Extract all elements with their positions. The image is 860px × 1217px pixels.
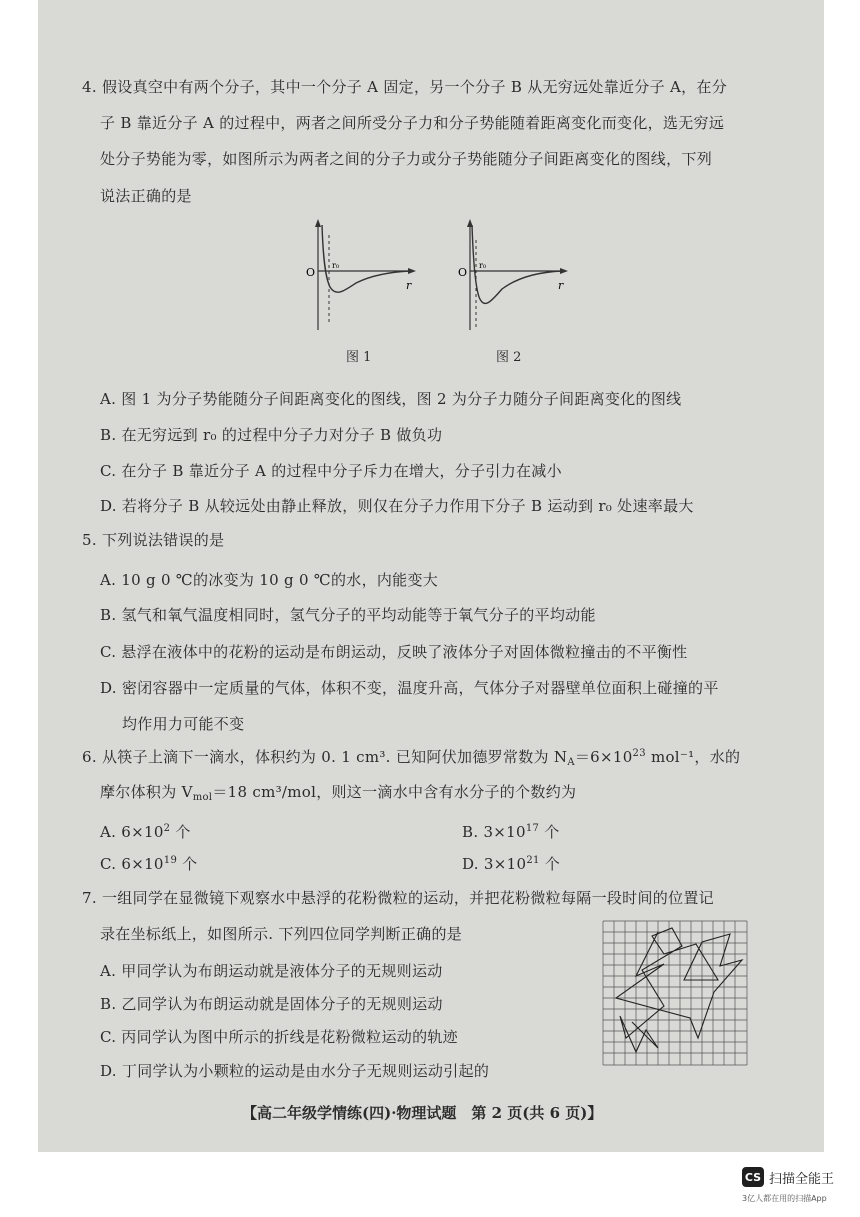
scanned-page: [38, 0, 824, 1152]
fig2-origin: O: [458, 266, 468, 279]
q6-option-b-unit: 个: [539, 823, 560, 841]
q7-stem-line2: 录在坐标纸上，如图所示. 下列四位同学判断正确的是: [100, 925, 463, 943]
q6-option-c-exponent: 19: [163, 855, 178, 866]
q7-option-b: B. 乙同学认为布朗运动就是固体分子的无规则运动: [100, 995, 443, 1013]
camscanner-logo-icon: CS: [742, 1167, 764, 1187]
q4-fig2-caption: 图 2: [496, 350, 522, 365]
scanner-brand: [742, 1167, 834, 1187]
q6-line1-text-a: 6. 从筷子上滴下一滴水，体积约为 0. 1 cm³. 已知阿伏加德罗常数为 N: [82, 748, 568, 766]
q6-line1-text-b: ＝6×10: [574, 748, 633, 766]
q6-line2-text-b: ＝18 cm³/mol，则这一滴水中含有水分子的个数约为: [212, 783, 577, 801]
q6-option-a-unit: 个: [170, 823, 191, 841]
q5-option-c: C. 悬浮在液体中的花粉的运动是布朗运动，反映了液体分子对固体微粒撞击的不平衡性: [100, 643, 688, 661]
pollen-trajectory-polyline: [616, 928, 742, 1052]
q6-option-d-exponent: 21: [526, 855, 540, 866]
brand-tagline: 3亿人都在用的扫描App: [742, 1194, 827, 1203]
q7-stem-line1: 7. 一组同学在显微镜下观察水中悬浮的花粉微粒的运动，并把花粉微粒每隔一段时间的位置记: [82, 889, 714, 907]
fig1-r-label: r: [406, 279, 412, 292]
q6-avogadro-subscript: A: [567, 757, 575, 768]
q6-avogadro-exponent: 23: [632, 748, 646, 759]
q6-option-b-base: B. 3×10: [462, 823, 526, 841]
q4-stem-line2: 子 B 靠近分子 A 的过程中，两者之间所受分子力和分子势能随着距离变化而变化，选无穷远: [100, 114, 725, 132]
q6-option-b-exponent: 17: [525, 823, 540, 834]
q6-molar-volume-subscript: mol: [192, 792, 213, 803]
q4-stem-line3: 处分子势能为零，如图所示为两者之间的分子力或分子势能随分子间距离变化的图线，下列: [100, 150, 713, 168]
q6-option-a: [100, 821, 191, 842]
q6-option-a-exponent: 2: [163, 823, 171, 834]
fig2-r0-label: r₀: [479, 261, 487, 270]
q6-option-d-base: D. 3×10: [462, 855, 527, 873]
q6-option-c: [100, 853, 197, 874]
q6-option-c-base: C. 6×10: [100, 855, 164, 873]
fig1-y-arrow: [315, 219, 321, 227]
fig1-origin: O: [306, 266, 316, 279]
q7-option-d: D. 丁同学认为小颗粒的运动是由水分子无规则运动引起的: [100, 1062, 490, 1080]
q4-stem-line1: 4. 假设真空中有两个分子，其中一个分子 A 固定，另一个分子 B 从无穷远处靠近分子 A，在分: [82, 78, 728, 96]
q7-option-a: A. 甲同学认为布朗运动就是液体分子的无规则运动: [100, 962, 443, 980]
q6-option-d-unit: 个: [539, 855, 561, 873]
fig1-r0-label: r₀: [332, 261, 340, 270]
q6-stem-line2: [100, 785, 576, 803]
q4-option-d: D. 若将分子 B 从较远处由静止释放，则仅在分子力作用下分子 B 运动到 r₀ 处速率最大: [100, 497, 694, 515]
q4-option-b: B. 在无穷远到 r₀ 的过程中分子力对分子 B 做负功: [100, 426, 443, 444]
grid-lines: [603, 921, 747, 1065]
q5-stem: 5. 下列说法错误的是: [82, 531, 225, 549]
q7-option-c: C. 丙同学认为图中所示的折线是花粉微粒运动的轨迹: [100, 1028, 458, 1046]
fig1-curve: [322, 225, 410, 292]
q7-brownian-grid-figure: [602, 920, 748, 1066]
q6-option-d: [462, 853, 560, 874]
brand-name: 扫描全能王: [769, 1171, 835, 1187]
q4-figure-2: [444, 215, 574, 335]
page-footer: 【高二年级学情练(四)·物理试题 第 2 页(共 6 页)】: [242, 1104, 603, 1122]
q4-stem-line4: 说法正确的是: [100, 187, 192, 205]
q4-figure-1: [292, 215, 422, 335]
q4-fig1-caption: 图 1: [346, 350, 372, 365]
q5-option-a: A. 10 g 0 ℃的冰变为 10 g 0 ℃的水，内能变大: [100, 571, 439, 589]
q6-stem-line1: [82, 749, 740, 768]
q6-line2-text-a: 摩尔体积为 V: [100, 783, 193, 801]
q6-option-a-base: A. 6×10: [100, 823, 164, 841]
q6-option-c-unit: 个: [177, 855, 198, 873]
q4-option-a: A. 图 1 为分子势能随分子间距离变化的图线，图 2 为分子力随分子间距离变化的图线: [100, 390, 682, 408]
q5-option-d-line2: 均作用力可能不变: [122, 715, 245, 733]
q6-line1-text-c: mol⁻¹，水的: [645, 748, 741, 766]
fig2-r-label: r: [558, 279, 564, 292]
q4-option-c: C. 在分子 B 靠近分子 A 的过程中分子斥力在增大，分子引力在减小: [100, 462, 562, 480]
q5-option-d-line1: D. 密闭容器中一定质量的气体，体积不变，温度升高，气体分子对器壁单位面积上碰撞的平: [100, 679, 719, 697]
q6-option-b: [462, 821, 560, 842]
q5-option-b: B. 氢气和氧气温度相同时，氢气分子的平均动能等于氧气分子的平均动能: [100, 606, 596, 624]
